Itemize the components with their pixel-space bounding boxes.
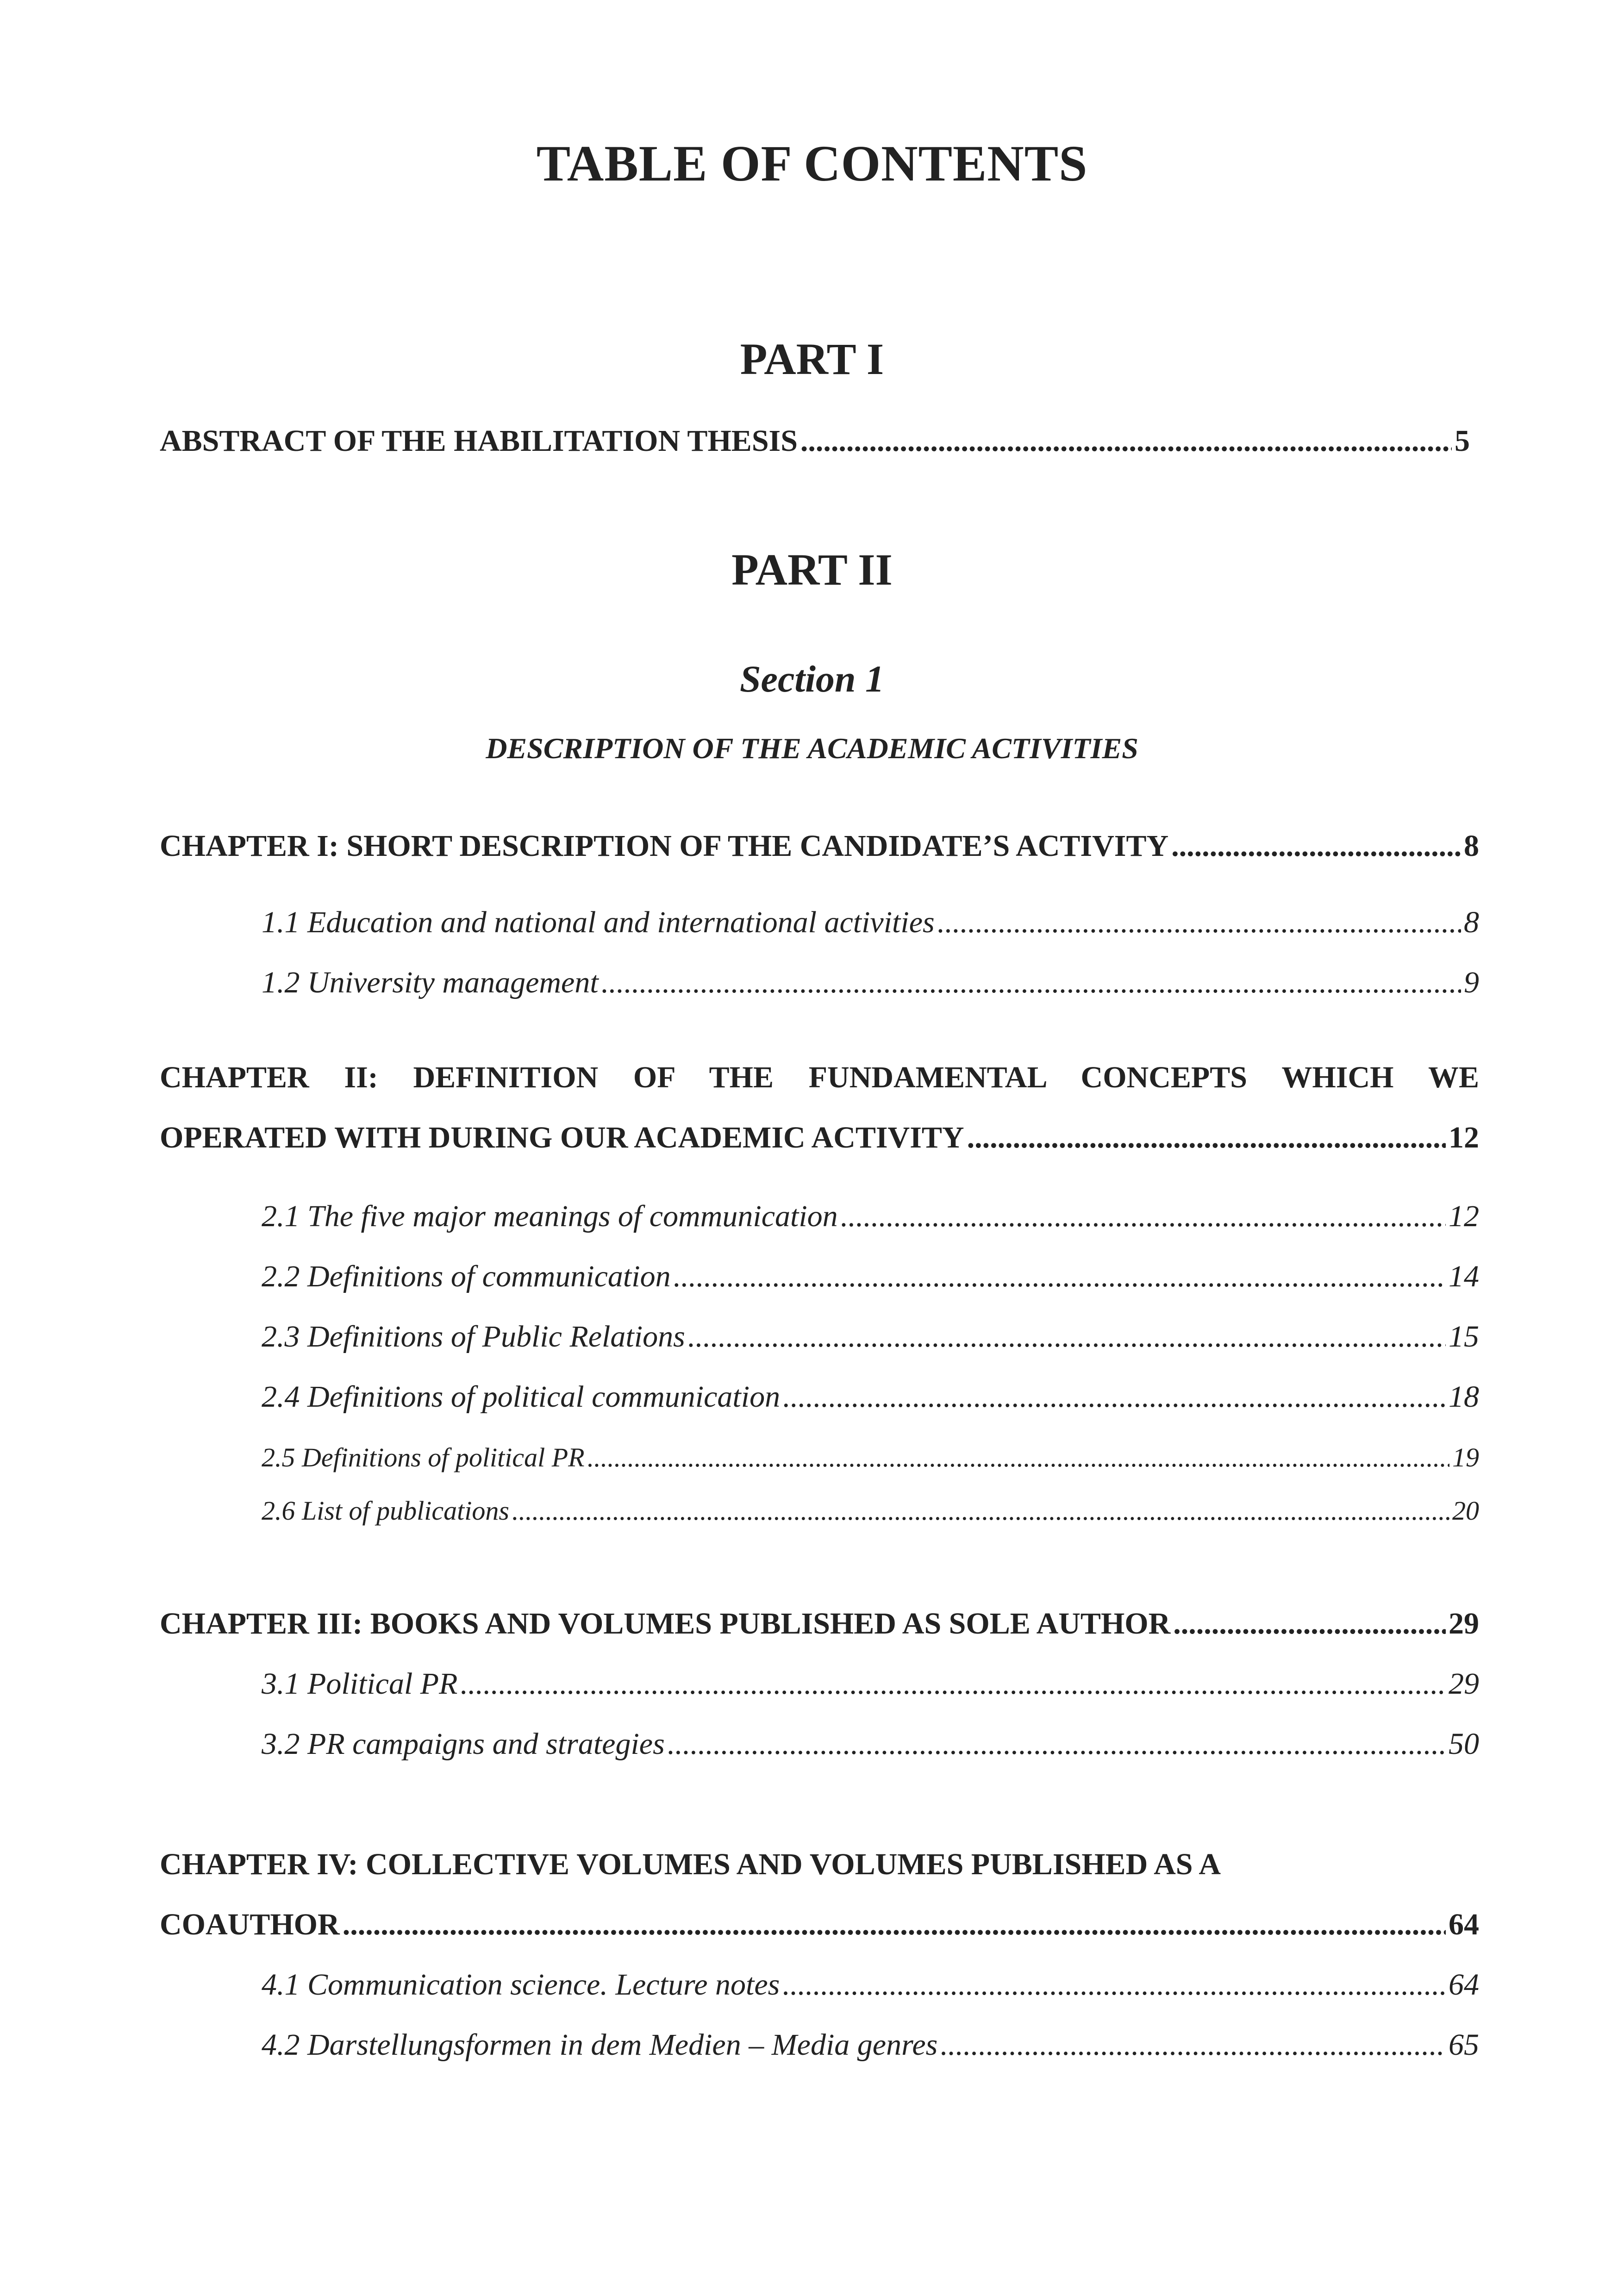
toc-entry-page: 12 (1449, 1121, 1479, 1154)
toc-entry-page: 18 (1449, 1380, 1479, 1414)
toc-entry-label: 2.3 Definitions of Public Relations (262, 1320, 685, 1353)
toc-entry-2-1[interactable] (262, 1199, 1479, 1234)
toc-entry-label: 2.6 List of publications (262, 1496, 509, 1526)
toc-entry-abstract[interactable] (160, 424, 1470, 459)
toc-entry-label: COAUTHOR (160, 1908, 340, 1941)
toc-entry-2-3[interactable] (262, 1319, 1479, 1354)
toc-entry-page: 5 (1455, 424, 1470, 458)
dot-leader (688, 1319, 1446, 1354)
dot-leader (674, 1259, 1446, 1294)
dot-leader (460, 1666, 1446, 1702)
toc-entry-label: CHAPTER III: BOOKS AND VOLUMES PUBLISHED AS SOLE AUTHOR (160, 1607, 1171, 1640)
toc-entry-label: OPERATED WITH DURING OUR ACADEMIC ACTIVITY (160, 1121, 964, 1154)
toc-entry-page: 50 (1449, 1727, 1479, 1761)
toc-entry-1-1[interactable] (262, 905, 1479, 940)
toc-entry-page: 19 (1452, 1442, 1479, 1472)
toc-entry-page: 29 (1449, 1667, 1479, 1701)
toc-chapter-2[interactable] (160, 1120, 1479, 1155)
toc-entry-2-6[interactable] (262, 1495, 1479, 1526)
toc-chapter-4[interactable] (160, 1907, 1479, 1942)
toc-entry-label: 2.1 The five major meanings of communication (262, 1199, 838, 1233)
toc-chapter-2-line-1[interactable]: CHAPTER II: DEFINITION OF THE FUNDAMENTAL CONCEPTS WHICH WE (160, 1060, 1479, 1094)
toc-entry-label: 3.2 PR campaigns and strategies (262, 1727, 665, 1761)
toc-entry-3-2[interactable] (262, 1727, 1479, 1762)
dot-leader (343, 1907, 1446, 1942)
toc-entry-label: 2.2 Definitions of communication (262, 1260, 671, 1293)
toc-entry-page: 15 (1449, 1320, 1479, 1353)
toc-entry-label: 3.1 Political PR (262, 1667, 458, 1701)
page-title: TABLE OF CONTENTS (536, 135, 1088, 192)
section-subtitle: DESCRIPTION OF THE ACADEMIC ACTIVITIES (486, 732, 1138, 765)
dot-leader (841, 1199, 1446, 1234)
toc-entry-label: CHAPTER I: SHORT DESCRIPTION OF THE CANDIDATE’S ACTIVITY (160, 829, 1169, 863)
toc-entry-page: 8 (1464, 829, 1479, 863)
toc-chapter-4-line-1[interactable]: CHAPTER IV: COLLECTIVE VOLUMES AND VOLUMES PUBLISHED AS A (160, 1847, 1221, 1881)
toc-entry-page: 9 (1464, 966, 1479, 999)
dot-leader (967, 1120, 1446, 1155)
toc-entry-label: 2.5 Definitions of political PR (262, 1442, 585, 1472)
toc-entry-4-1[interactable] (262, 1967, 1479, 2002)
part-one-heading: PART I (740, 334, 884, 384)
dot-leader (668, 1727, 1446, 1762)
toc-entry-label: ABSTRACT OF THE HABILITATION THESIS (160, 424, 798, 458)
dot-leader (1171, 829, 1461, 864)
section-heading: Section 1 (739, 658, 885, 700)
dot-leader (782, 1967, 1446, 2002)
toc-chapter-3[interactable] (160, 1606, 1479, 1641)
dot-leader (1173, 1606, 1446, 1641)
toc-entry-page: 64 (1449, 1908, 1479, 1941)
dot-leader (601, 965, 1461, 1000)
toc-entry-label: 4.2 Darstellungsformen in dem Medien – Media genres (262, 2028, 938, 2062)
toc-entry-label: 2.4 Definitions of political communication (262, 1380, 781, 1414)
toc-entry-label: 4.1 Communication science. Lecture notes (262, 1968, 780, 2002)
toc-entry-page: 14 (1449, 1260, 1479, 1293)
toc-entry-page: 64 (1449, 1968, 1479, 2002)
toc-entry-2-4[interactable] (262, 1379, 1479, 1415)
toc-entry-1-2[interactable] (262, 965, 1479, 1000)
dot-leader (800, 424, 1452, 459)
toc-entry-label: 1.1 Education and national and international activities (262, 905, 935, 939)
dot-leader (937, 905, 1461, 940)
toc-entry-page: 8 (1464, 905, 1479, 939)
toc-entry-3-1[interactable] (262, 1666, 1479, 1702)
toc-entry-2-5[interactable] (262, 1442, 1479, 1473)
toc-entry-2-2[interactable] (262, 1259, 1479, 1294)
dot-leader (587, 1442, 1449, 1473)
dot-leader (940, 2027, 1446, 2063)
toc-entry-4-2[interactable] (262, 2027, 1479, 2063)
toc-entry-page: 20 (1452, 1496, 1479, 1526)
toc-entry-label: 1.2 University management (262, 966, 599, 999)
dot-leader (783, 1379, 1446, 1415)
toc-entry-page: 65 (1449, 2028, 1479, 2062)
part-two-heading: PART II (731, 545, 893, 594)
toc-chapter-1[interactable] (160, 829, 1479, 864)
dot-leader (512, 1495, 1449, 1526)
toc-entry-page: 29 (1449, 1607, 1479, 1640)
toc-entry-page: 12 (1449, 1199, 1479, 1233)
